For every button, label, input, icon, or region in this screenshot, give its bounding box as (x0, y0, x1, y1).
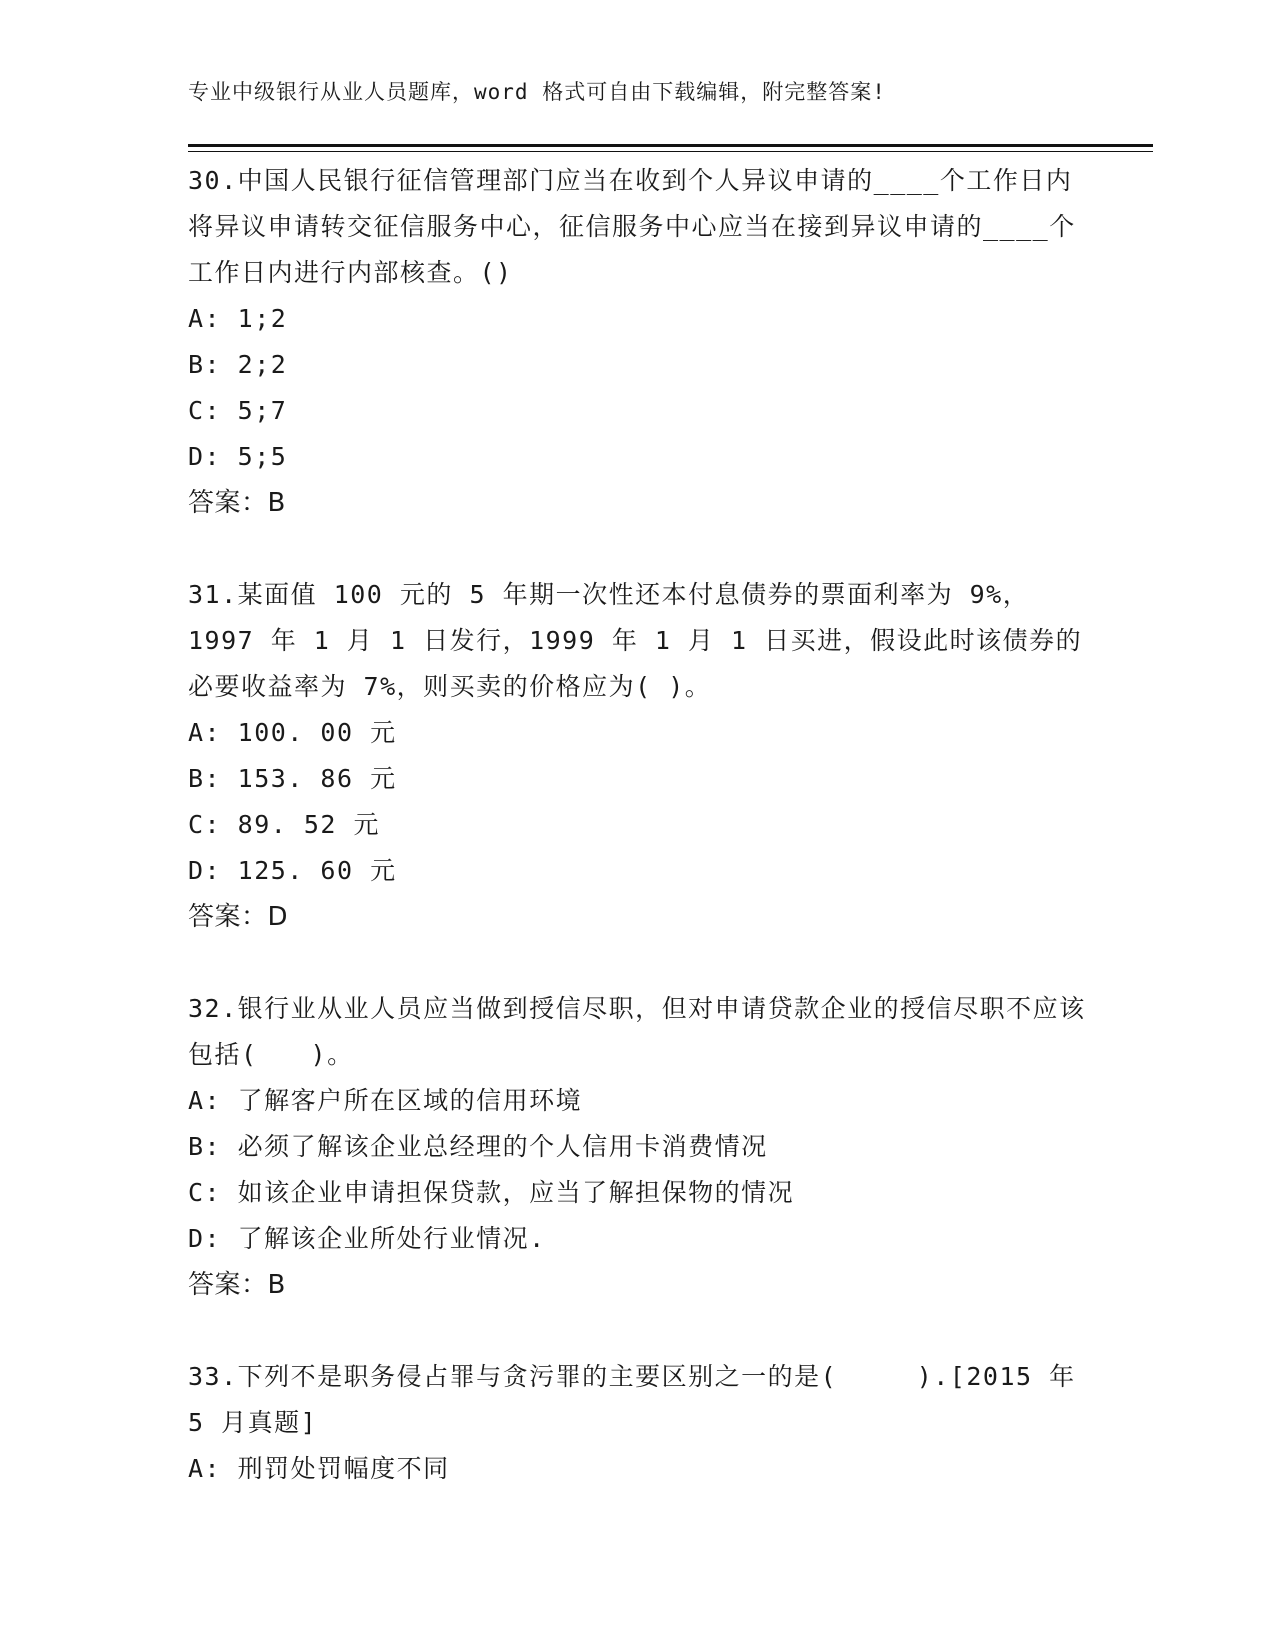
page-header: 专业中级银行从业人员题库，word 格式可自由下载编辑，附完整答案! (188, 80, 886, 104)
question-text: 31.某面值 100 元的 5 年期一次性还本付息债券的票面利率为 9%，1997 年 1 月 1 日发行，1999 年 1 月 1 日买进，假设此时该债券的必要收益率为 7%，则买卖的价格应为( )。 (188, 580, 1083, 701)
question-33 (188, 1354, 1088, 1492)
question-list (188, 158, 1088, 1538)
header-divider-thick (188, 144, 1153, 147)
option-d: D: 5;5 (188, 442, 288, 471)
option-a: A: 1;2 (188, 304, 288, 333)
option-d: D: 了解该企业所处行业情况. (188, 1224, 546, 1253)
header-divider-thin (188, 151, 1153, 152)
option-a: A: 了解客户所在区域的信用环境 (188, 1086, 583, 1115)
answer-line: 答案：B (188, 1270, 286, 1300)
question-31 (188, 572, 1088, 940)
option-c: C: 5;7 (188, 396, 288, 425)
option-c: C: 如该企业申请担保贷款，应当了解担保物的情况 (188, 1178, 795, 1207)
option-b: B: 必须了解该企业总经理的个人信用卡消费情况 (188, 1132, 768, 1161)
question-text: 33.下列不是职务侵占罪与贪污罪的主要区别之一的是( ).[2015 年 5 月真题] (188, 1362, 1076, 1437)
option-d: D: 125. 60 元 (188, 856, 397, 885)
option-b: B: 153. 86 元 (188, 764, 397, 793)
question-text: 30.中国人民银行征信管理部门应当在收到个人异议申请的____个工作日内将异议申请转交征信服务中心，征信服务中心应当在接到异议申请的____个工作日内进行内部核查。() (188, 166, 1076, 287)
answer-line: 答案：B (188, 488, 286, 518)
option-c: C: 89. 52 元 (188, 810, 381, 839)
question-text: 32.银行业从业人员应当做到授信尽职，但对申请贷款企业的授信尽职不应该包括( )。 (188, 994, 1086, 1069)
option-a: A: 100. 00 元 (188, 718, 397, 747)
option-a: A: 刑罚处罚幅度不同 (188, 1454, 450, 1483)
answer-line: 答案：D (188, 902, 289, 932)
question-30 (188, 158, 1088, 526)
question-32 (188, 986, 1088, 1308)
option-b: B: 2;2 (188, 350, 288, 379)
